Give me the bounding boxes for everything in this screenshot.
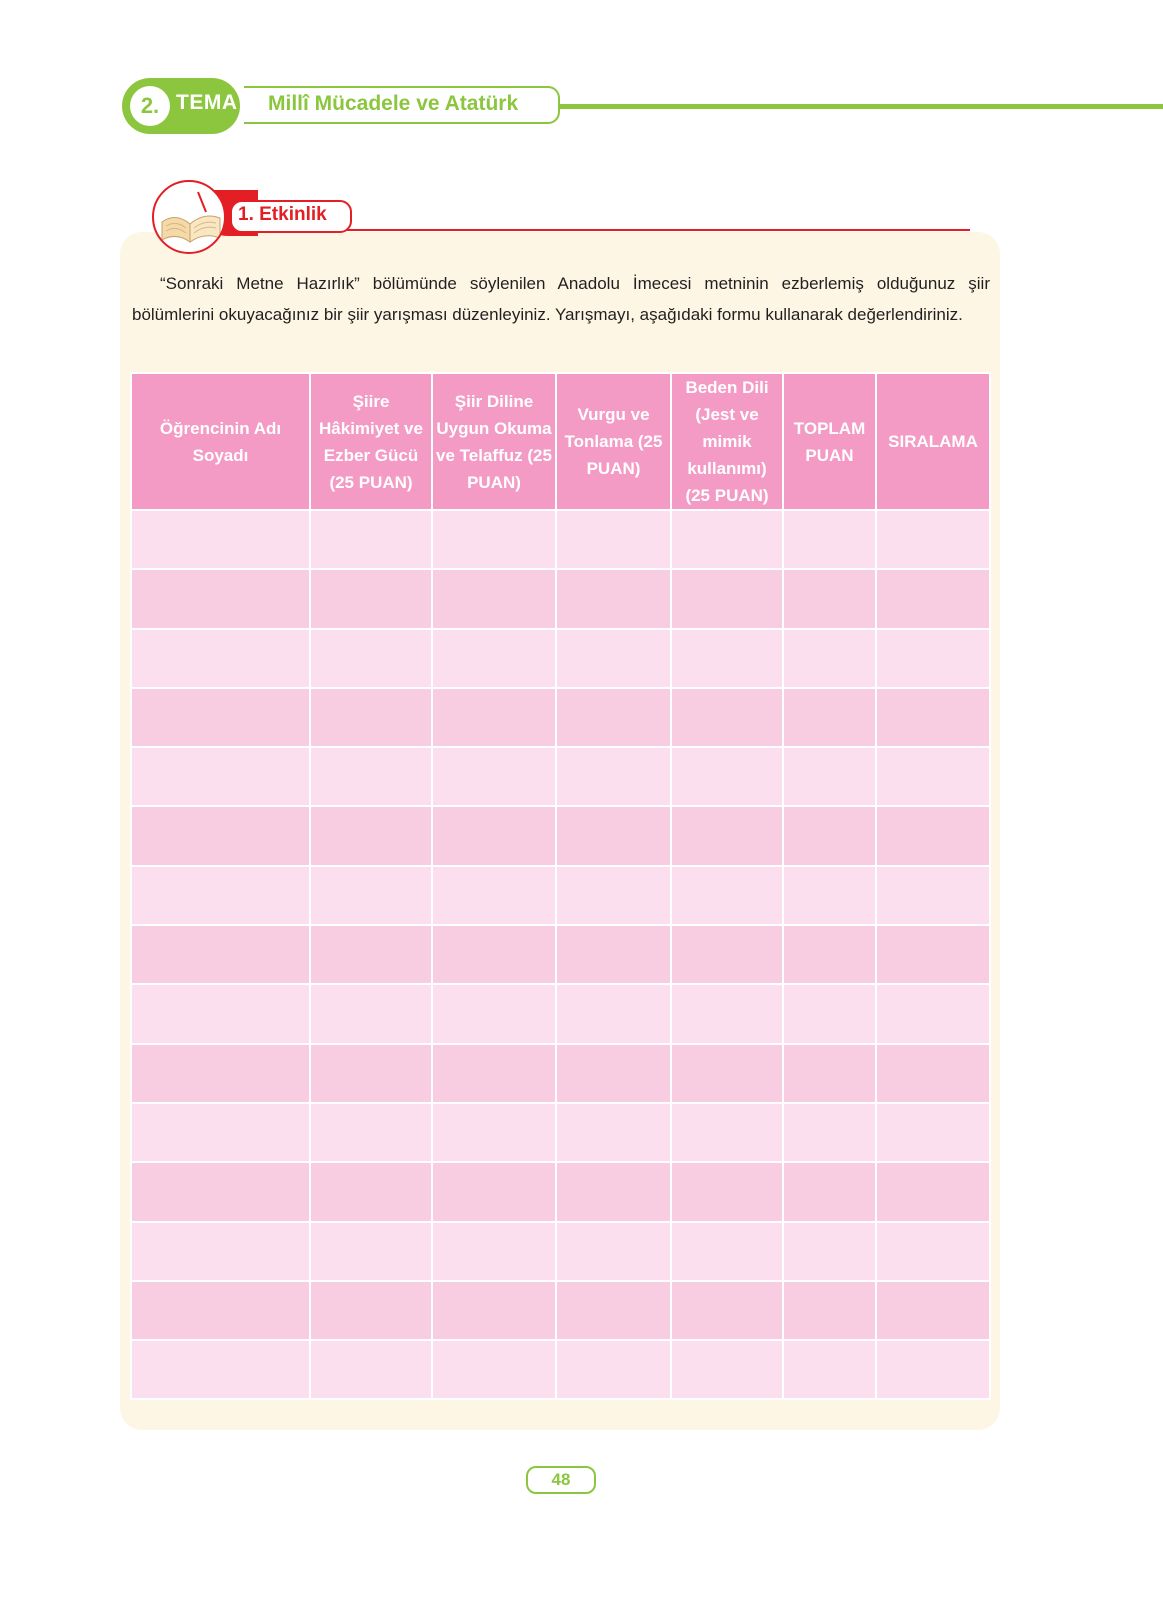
table-cell[interactable] bbox=[131, 1340, 310, 1399]
table-cell[interactable] bbox=[783, 1281, 876, 1340]
table-cell[interactable] bbox=[432, 1281, 556, 1340]
table-cell[interactable] bbox=[432, 510, 556, 569]
table-cell[interactable] bbox=[131, 1222, 310, 1281]
header-diction: Şiir Diline Uygun Okuma ve Telaffuz (25 PUAN) bbox=[432, 373, 556, 510]
table-cell[interactable] bbox=[131, 1281, 310, 1340]
table-cell[interactable] bbox=[671, 806, 783, 865]
table-cell[interactable] bbox=[671, 1162, 783, 1221]
activity-instructions: “Sonraki Metne Hazırlık” bölümünde söylenilen Anadolu İmecesi metninin ezberlemiş olduğunuz şiir bölümlerini okuyacağınız bir şiir yarışması düzenleyiniz. Yarışmayı, aşağıdaki formu kullanarak değerlendiriniz. bbox=[132, 274, 990, 324]
table-cell[interactable] bbox=[310, 1281, 432, 1340]
table-cell[interactable] bbox=[131, 866, 310, 925]
table-cell[interactable] bbox=[671, 984, 783, 1043]
table-cell[interactable] bbox=[432, 1044, 556, 1103]
table-cell[interactable] bbox=[783, 1340, 876, 1399]
table-cell[interactable] bbox=[671, 629, 783, 688]
table-cell[interactable] bbox=[671, 510, 783, 569]
table-cell[interactable] bbox=[310, 629, 432, 688]
table-cell[interactable] bbox=[876, 984, 990, 1043]
header-ranking: SIRALAMA bbox=[876, 373, 990, 510]
table-cell[interactable] bbox=[310, 866, 432, 925]
table-row bbox=[131, 688, 990, 747]
table-cell[interactable] bbox=[783, 1162, 876, 1221]
table-cell[interactable] bbox=[310, 569, 432, 628]
table-cell[interactable] bbox=[671, 1044, 783, 1103]
table-cell[interactable] bbox=[876, 1222, 990, 1281]
theme-rule bbox=[540, 104, 1163, 109]
table-cell[interactable] bbox=[131, 1044, 310, 1103]
table-cell[interactable] bbox=[556, 806, 671, 865]
table-cell[interactable] bbox=[876, 747, 990, 806]
table-cell[interactable] bbox=[876, 925, 990, 984]
table-cell[interactable] bbox=[310, 747, 432, 806]
table-cell[interactable] bbox=[783, 1103, 876, 1162]
table-cell[interactable] bbox=[432, 984, 556, 1043]
table-row bbox=[131, 1044, 990, 1103]
table-cell[interactable] bbox=[876, 1103, 990, 1162]
table-cell[interactable] bbox=[671, 747, 783, 806]
table-cell[interactable] bbox=[671, 1281, 783, 1340]
header-stress-intonation: Vurgu ve Tonlama (25 PUAN) bbox=[556, 373, 671, 510]
table-cell[interactable] bbox=[783, 925, 876, 984]
theme-word: TEMA bbox=[176, 91, 238, 114]
table-cell[interactable] bbox=[783, 984, 876, 1043]
table-cell[interactable] bbox=[556, 925, 671, 984]
table-row bbox=[131, 510, 990, 569]
table-cell[interactable] bbox=[432, 1162, 556, 1221]
table-cell[interactable] bbox=[432, 1222, 556, 1281]
table-row bbox=[131, 866, 990, 925]
table-cell[interactable] bbox=[131, 629, 310, 688]
table-row bbox=[131, 747, 990, 806]
table-cell[interactable] bbox=[671, 688, 783, 747]
table-cell[interactable] bbox=[310, 1044, 432, 1103]
table-cell[interactable] bbox=[556, 688, 671, 747]
table-cell[interactable] bbox=[310, 806, 432, 865]
table-cell[interactable] bbox=[876, 510, 990, 569]
table-cell[interactable] bbox=[432, 688, 556, 747]
header-student-name: Öğrencinin Adı Soyadı bbox=[131, 373, 310, 510]
table-header-row bbox=[131, 373, 990, 510]
table-cell[interactable] bbox=[876, 629, 990, 688]
table-cell[interactable] bbox=[671, 866, 783, 925]
table-cell[interactable] bbox=[671, 1222, 783, 1281]
table-cell[interactable] bbox=[556, 747, 671, 806]
table-cell[interactable] bbox=[876, 866, 990, 925]
table-cell[interactable] bbox=[783, 629, 876, 688]
table-cell[interactable] bbox=[671, 1103, 783, 1162]
header-body-language: Beden Dili (Jest ve mimik kullanımı) (25 PUAN) bbox=[671, 373, 783, 510]
table-cell[interactable] bbox=[876, 1281, 990, 1340]
table-cell[interactable] bbox=[131, 1162, 310, 1221]
table-cell[interactable] bbox=[556, 1222, 671, 1281]
activity-label: 1. Etkinlik bbox=[238, 204, 327, 225]
theme-number: 2. bbox=[130, 86, 170, 126]
page-number: 48 bbox=[551, 1470, 571, 1489]
table-cell[interactable] bbox=[310, 1162, 432, 1221]
table-cell[interactable] bbox=[556, 1044, 671, 1103]
table-cell[interactable] bbox=[783, 1044, 876, 1103]
table-cell[interactable] bbox=[671, 925, 783, 984]
table-cell[interactable] bbox=[876, 1162, 990, 1221]
open-book-icon bbox=[152, 180, 226, 254]
table-cell[interactable] bbox=[556, 984, 671, 1043]
table-cell[interactable] bbox=[432, 1103, 556, 1162]
table-cell[interactable] bbox=[310, 984, 432, 1043]
header-poem-mastery: Şiire Hâkimiyet ve Ezber Gücü (25 PUAN) bbox=[310, 373, 432, 510]
table-row bbox=[131, 984, 990, 1043]
table-cell[interactable] bbox=[131, 925, 310, 984]
table-cell[interactable] bbox=[432, 925, 556, 984]
evaluation-form-table bbox=[130, 372, 991, 1400]
table-cell[interactable] bbox=[876, 688, 990, 747]
table-cell[interactable] bbox=[310, 1103, 432, 1162]
table-cell[interactable] bbox=[556, 1103, 671, 1162]
table-cell[interactable] bbox=[131, 806, 310, 865]
table-cell[interactable] bbox=[556, 1281, 671, 1340]
table-row bbox=[131, 1162, 990, 1221]
table-cell[interactable] bbox=[310, 1340, 432, 1399]
table-cell[interactable] bbox=[131, 688, 310, 747]
table-cell[interactable] bbox=[783, 806, 876, 865]
table-cell[interactable] bbox=[556, 569, 671, 628]
table-cell[interactable] bbox=[556, 1340, 671, 1399]
table-cell[interactable] bbox=[131, 747, 310, 806]
table-cell[interactable] bbox=[783, 688, 876, 747]
table-cell[interactable] bbox=[432, 806, 556, 865]
table-row bbox=[131, 629, 990, 688]
table-cell[interactable] bbox=[432, 866, 556, 925]
table-cell[interactable] bbox=[671, 1340, 783, 1399]
table-cell[interactable] bbox=[876, 806, 990, 865]
table-cell[interactable] bbox=[310, 510, 432, 569]
table-cell[interactable] bbox=[432, 569, 556, 628]
table-cell[interactable] bbox=[310, 1222, 432, 1281]
table-cell[interactable] bbox=[131, 569, 310, 628]
table-cell[interactable] bbox=[131, 1103, 310, 1162]
table-cell[interactable] bbox=[310, 925, 432, 984]
table-cell[interactable] bbox=[783, 866, 876, 925]
table-cell[interactable] bbox=[556, 866, 671, 925]
table-cell[interactable] bbox=[783, 1222, 876, 1281]
table-row bbox=[131, 569, 990, 628]
table-row bbox=[131, 925, 990, 984]
table-cell[interactable] bbox=[432, 1340, 556, 1399]
table-cell[interactable] bbox=[783, 747, 876, 806]
table-row bbox=[131, 1281, 990, 1340]
header-total-score: TOPLAM PUAN bbox=[783, 373, 876, 510]
table-cell[interactable] bbox=[876, 1340, 990, 1399]
table-cell[interactable] bbox=[876, 1044, 990, 1103]
table-cell[interactable] bbox=[556, 1162, 671, 1221]
theme-title: Millî Mücadele ve Atatürk bbox=[268, 92, 519, 115]
table-cell[interactable] bbox=[131, 984, 310, 1043]
table-cell[interactable] bbox=[310, 688, 432, 747]
table-cell[interactable] bbox=[783, 569, 876, 628]
table-cell[interactable] bbox=[556, 629, 671, 688]
table-cell[interactable] bbox=[783, 510, 876, 569]
table-cell[interactable] bbox=[671, 569, 783, 628]
table-cell[interactable] bbox=[432, 747, 556, 806]
table-cell[interactable] bbox=[131, 510, 310, 569]
table-row bbox=[131, 1222, 990, 1281]
table-cell[interactable] bbox=[876, 569, 990, 628]
table-cell[interactable] bbox=[556, 510, 671, 569]
table-cell[interactable] bbox=[432, 629, 556, 688]
table-row bbox=[131, 1340, 990, 1399]
table-row bbox=[131, 806, 990, 865]
table-row bbox=[131, 1103, 990, 1162]
